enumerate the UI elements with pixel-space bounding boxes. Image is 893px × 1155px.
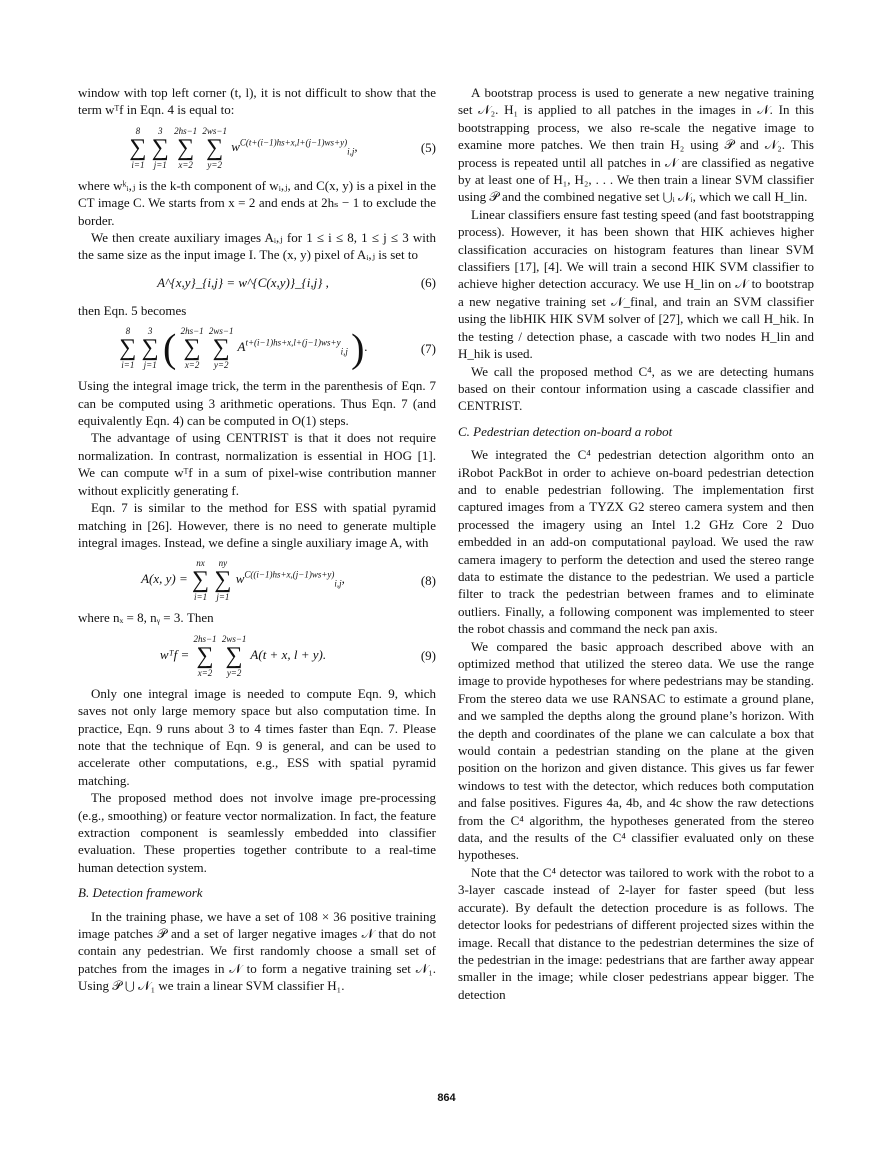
equation-9: wᵀf = 2hs−1 ∑ x=2 2ws−1 ∑ y=2 A(t + x, l + y). (9) — [159, 633, 436, 678]
paragraph: where nₓ = 8, nᵧ = 3. Then — [78, 610, 214, 626]
paragraph: We then create auxiliary images Aᵢ,ⱼ for 1 ≤ i ≤ 8, 1 ≤ j ≤ 3 with the same size as the input image I. The (x, y) pixel of Aᵢ,ⱼ is set to — [78, 230, 436, 263]
paragraph: We integrated the C⁴ pedestrian detection algorithm onto an iRobot PackBot in order to achieve on-board pedestrian detection and to enable pedestrian following. The implementation first captured images from a TYZX G2 stereo camera system and then processed the imagery using an Intel 1.2 GHz Core 2 Duo embedded in an add-on computational payload. We used the raw camera imagery to perform the detection and used the stereo range data to estimate the distance to the pedestrian. We used a particle filter to track the pedestrian between frames and to eliminate outliers. Finally, a following component was implemented to steer the robot chassis and command the neck pan axis. — [458, 447, 814, 637]
section-heading: C. Pedestrian detection on-board a robot — [458, 423, 673, 439]
page-number: 864 — [437, 1092, 456, 1104]
paragraph: In the training phase, we have a set of 108 × 36 positive training image patches 𝒫 and a set of larger negative images 𝒩 that do not contain any pedestrian. We first randomly choose a small set of patches from the images in 𝒩 to form a negative training set 𝒩₁. Using 𝒫 ⋃ 𝒩₁ we train a linear SVM classifier H₁. — [78, 908, 436, 994]
paragraph: A bootstrap process is used to generate a new negative training set 𝒩₂. H₁ is applied to all patches in the images in 𝒩. In this bootstrapping process, we also re-scale the negative image to examine more patches. We then train H₂ using 𝒫 and 𝒩₂. This process is repeated until all patches in 𝒩 are classified as negative by at least one of H₁, H₂, . . . We then train a linear SVM classifier using 𝒫 and the combined negative set ⋃ᵢ 𝒩ᵢ, which we call H_lin. — [458, 85, 814, 205]
paragraph: The proposed method does not involve image pre-processing (e.g., smoothing) or feature vector normalization. In fact, the feature extraction component is seamlessly embedded into classifier evaluation. These properties together contribute to a real-time human detection system. — [78, 790, 436, 875]
paragraph: We compared the basic approach described above with an optimized method that utilized the stereo data. We use the range image to provide hypotheses for where pedestrians may be standing. From the stereo data we use RANSAC to estimate a ground plane, and we sampled the depths along the ground plane’s horizon. With the depth and coordinates of the plane we can calculate a box that would contain a pedestrian standing on the plane at the given position on the horizon and given distance. This gives us far fewer windows to test with the detector, which reduces both computation and false positives. Figures 4a, 4b, and 4c show the raw detections from the C⁴ algorithm, the hypotheses generated from the stereo data, and the results of the C⁴ classifier evaluated only on these hypotheses. — [458, 638, 814, 863]
paragraph: then Eqn. 5 becomes — [78, 302, 187, 318]
equation-7: 8 ∑ i=1 3 ∑ j=1 ( 2hs−1 ∑ x=2 2ws−1 ∑ y=2 $A^{t+(i-1)hs+x,l+(j-1)ws+y}_{i,j}$ ). (7) — [119, 325, 436, 371]
paragraph: We call the proposed method C⁴, as we are detecting humans based on their contour information using a cascade classifier and CENTRIST. — [458, 363, 814, 414]
equation-5: 8 ∑ i=1 3 ∑ j=1 2hs−1 ∑ x=2 2ws−1 ∑ y=2 $w^{C(t+(i-1)hs+x,l+(j-1)ws+y)}_{i,j}$, (5) — [129, 125, 436, 170]
paragraph: Using the integral image trick, the term in the parenthesis of Eqn. 7 can be computed using 3 arithmetic operations. Thus Eqn. 7 (and equivalently Eqn. 4) can be computed in O(1) steps. — [78, 378, 436, 429]
paragraph: Linear classifiers ensure fast testing speed (and fast bootstrapping process). However, it has been shown that HIK achieves higher classification accuracies on histogram features than linear SVM classifiers [17], [4]. We will train a second HIK SVM classifier to achieve higher detection accuracy. We use H_lin on 𝒩 to bootstrap a new negative training set 𝒩_final, and train an SVM classifier using the libHIK HIK SVM solver of [27], which we call H_hik. In the testing / detection phase, a cascade with two nodes H_lin and H_hik is used. — [458, 206, 814, 362]
paragraph: where wᵏᵢ,ⱼ is the k-th component of wᵢ,ⱼ, and C(x, y) is a pixel in the CT image C. We starts from x = 2 and ends at 2hₛ − 1 to exclude the border. — [78, 177, 436, 228]
left-column — [78, 84, 436, 995]
paragraph: window with top left corner (t, l), it is not difficult to show that the term wᵀf in Eqn. 4 is equal to: — [78, 85, 436, 118]
right-column — [458, 84, 814, 1003]
paragraph: Note that the C⁴ detector was tailored to work with the robot to a 3-layer cascade instead of 2-layer for faster speed (but less accurate). By default the detection procedure is as follows. The detector looks for pedestrians of different projected sizes within the image. Recall that distance to the pedestrian determines the size of the pedestrian in the image: pedestrians that are farther away appear smaller in the image; while closer pedestrians appear bigger. The detection — [458, 864, 814, 1002]
paragraph: Only one integral image is needed to compute Eqn. 9, which saves not only large memory space but also computation time. In practice, Eqn. 9 runs about 3 to 4 times faster than Eqn. 7. Please note that the technique of Eqn. 9 is general, and can be used to accelerate other computations, e.g., ESS with spatial pyramid matching. — [78, 685, 436, 788]
equation-8: A(x, y) = nx ∑ i=1 ny ∑ j=1 $w^{C((i-1)hs+x,(j-1)ws+y)}_{i,j}$, (8) — [141, 558, 436, 603]
equation-6: A^{x,y}_{i,j} = w^{C(x,y)}_{i,j} , (6) — [157, 275, 436, 291]
paragraph: The advantage of using CENTRIST is that it does not require normalization. In contrast, normalization is essential in HOG [1]. We can compute wᵀf in a sum of pixel-wise contribution manner without explicitly generating f. — [78, 430, 436, 498]
section-heading: B. Detection framework — [78, 885, 203, 901]
paragraph: Eqn. 7 is similar to the method for ESS with spatial pyramid matching in [26]. However, there is no need to generate multiple integral images. Instead, we define a single auxiliary image A, with — [78, 500, 436, 550]
equation-number: (5) — [420, 140, 436, 156]
